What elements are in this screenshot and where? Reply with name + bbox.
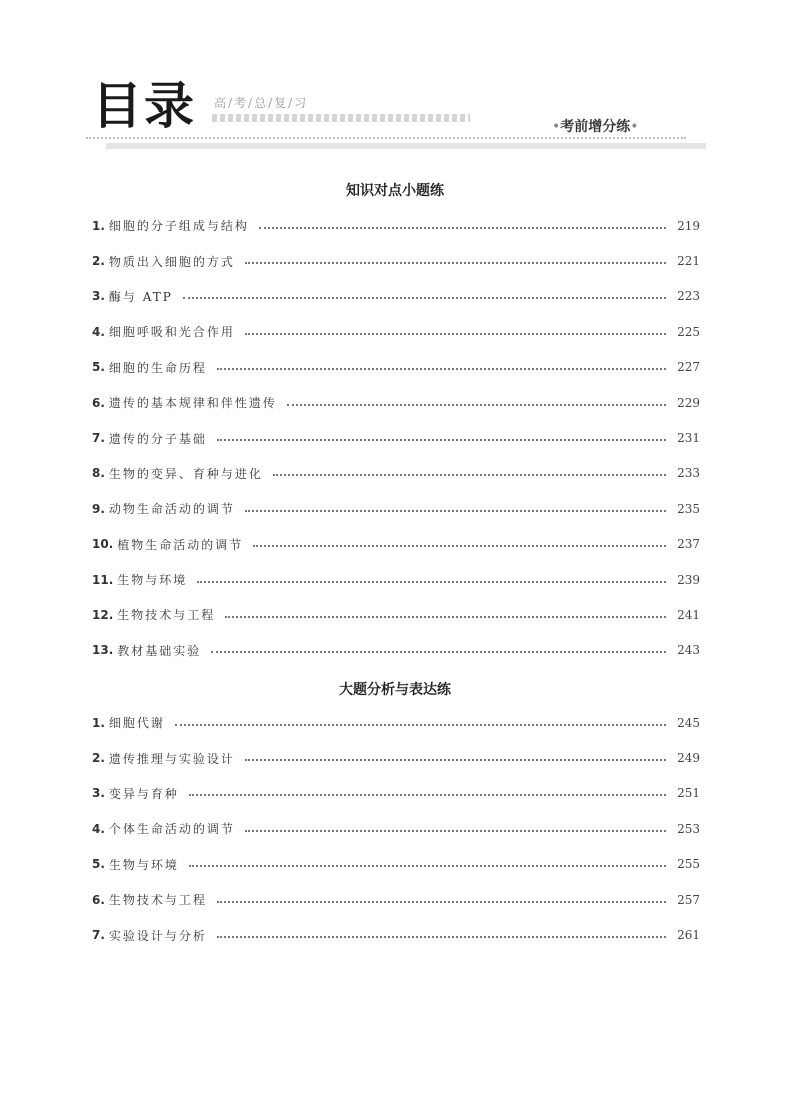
toc-item-title: 生物的变异、育种与进化 [108,466,263,481]
toc-item-page: 237 [677,537,700,552]
toc-leader-dots [245,262,666,264]
toc-leader-dots [217,439,666,441]
section-title-analysis: 大题分析与表达练 [339,682,451,698]
toc-item-page: 229 [677,395,700,410]
toc-leader-dots [245,759,666,761]
toc-item-page: 223 [677,289,700,304]
toc-item[interactable] [92,811,700,846]
toc-item[interactable] [92,917,700,952]
toc-leader-dots [245,510,666,512]
toc-item-page: 231 [677,431,700,446]
toc-item-title: 生物技术与工程 [108,893,207,908]
toc-item[interactable] [92,776,700,811]
toc-item-title: 遗传的分子基础 [108,431,207,446]
toc-item-page: 243 [677,643,700,658]
header-gray-band [106,143,706,149]
toc-item[interactable] [92,279,700,314]
toc-leader-dots [253,545,666,547]
toc-item-page: 245 [677,715,700,730]
toc-item-number: 4. [92,821,105,836]
toc-item[interactable] [92,882,700,917]
toc-item[interactable] [92,633,700,668]
toc-item-number: 13. [92,643,114,658]
toc-item-title: 遗传的基本规律和伴性遗传 [108,396,277,411]
page-subtitle: 高/考/总/复/习 [214,96,309,110]
toc-leader-dots [245,333,666,335]
toc-item-page: 257 [677,892,700,907]
toc-item-page: 251 [677,786,700,801]
toc-item[interactable] [92,208,700,243]
toc-item-page: 221 [677,254,700,269]
toc-item-title: 细胞呼吸和光合作用 [108,325,235,340]
toc-leader-dots [183,297,666,299]
toc-item-number: 5. [92,360,105,375]
toc-item-title: 生物与环境 [108,857,179,872]
badge-label: 考前增分练 [560,119,631,135]
toc-item-number: 7. [92,928,105,943]
toc-leader-dots [225,616,666,618]
page-header [0,0,790,160]
toc-item-number: 3. [92,289,105,304]
toc-item-title: 酶与 ATP [108,289,173,304]
toc-item-number: 2. [92,254,105,269]
toc-item-title: 物质出入细胞的方式 [108,254,235,269]
toc-item[interactable] [92,527,700,562]
toc-item-page: 261 [677,928,700,943]
toc-item-number: 7. [92,431,105,446]
toc-item[interactable] [92,350,700,385]
toc-item[interactable] [92,562,700,597]
toc-item-number: 8. [92,466,105,481]
toc-item[interactable] [92,597,700,632]
toc-item-number: 2. [92,751,105,766]
toc-item-number: 1. [92,715,105,730]
toc-leader-dots [189,865,666,867]
badge-dot-left: • [552,119,561,135]
toc-item[interactable] [92,314,700,349]
toc-leader-dots [217,901,666,903]
toc-leader-dots [189,794,666,796]
toc-leader-dots [175,724,666,726]
header-dotted-rule [86,137,686,139]
toc-item-title: 植物生命活动的调节 [117,537,244,552]
toc-leader-dots [287,404,666,406]
toc-list-analysis [92,705,700,953]
toc-item-page: 235 [677,501,700,516]
toc-item-number: 6. [92,395,105,410]
toc-item[interactable] [92,847,700,882]
toc-item-number: 9. [92,501,105,516]
toc-item-title: 细胞的分子组成与结构 [108,219,249,234]
toc-item[interactable] [92,740,700,775]
toc-item-title: 生物与环境 [117,573,188,588]
toc-item-title: 实验设计与分析 [108,928,207,943]
toc-item-number: 11. [92,572,114,587]
toc-item[interactable] [92,456,700,491]
toc-item[interactable] [92,385,700,420]
toc-leader-dots [217,936,666,938]
toc-item-title: 变异与育种 [108,786,179,801]
toc-item-number: 1. [92,218,105,233]
toc-item-number: 3. [92,786,105,801]
decorative-dash-strip [212,114,470,122]
section-title-knowledge: 知识对点小题练 [346,183,444,199]
toc-item-number: 6. [92,892,105,907]
toc-item-page: 239 [677,572,700,587]
toc-leader-dots [197,581,666,583]
toc-leader-dots [211,651,666,653]
toc-item-page: 219 [677,218,700,233]
section-badge [548,116,643,136]
toc-item[interactable] [92,491,700,526]
toc-item-title: 生物技术与工程 [117,608,216,623]
toc-item-title: 细胞代谢 [108,716,165,731]
badge-dot-right: • [630,119,639,135]
toc-item-page: 253 [677,821,700,836]
toc-item[interactable] [92,705,700,740]
toc-item-page: 241 [677,607,700,622]
toc-item-title: 教材基础实验 [117,643,202,658]
toc-leader-dots [259,227,666,229]
toc-item-title: 个体生命活动的调节 [108,822,235,837]
toc-item-number: 5. [92,857,105,872]
toc-item-page: 255 [677,857,700,872]
toc-item-page: 227 [677,360,700,375]
toc-item-page: 225 [677,324,700,339]
toc-item-page: 249 [677,751,700,766]
toc-item-number: 10. [92,537,114,552]
toc-item[interactable] [92,243,700,278]
toc-leader-dots [245,830,666,832]
toc-item-page: 233 [677,466,700,481]
toc-leader-dots [273,474,666,476]
toc-leader-dots [217,368,666,370]
toc-item[interactable] [92,420,700,455]
toc-item-title: 细胞的生命历程 [108,360,207,375]
toc-list-knowledge [92,208,700,668]
toc-item-number: 12. [92,607,114,622]
toc-item-title: 动物生命活动的调节 [108,502,235,517]
toc-item-number: 4. [92,324,105,339]
toc-item-title: 遗传推理与实验设计 [108,751,235,766]
page-title: 目录 [92,77,196,135]
